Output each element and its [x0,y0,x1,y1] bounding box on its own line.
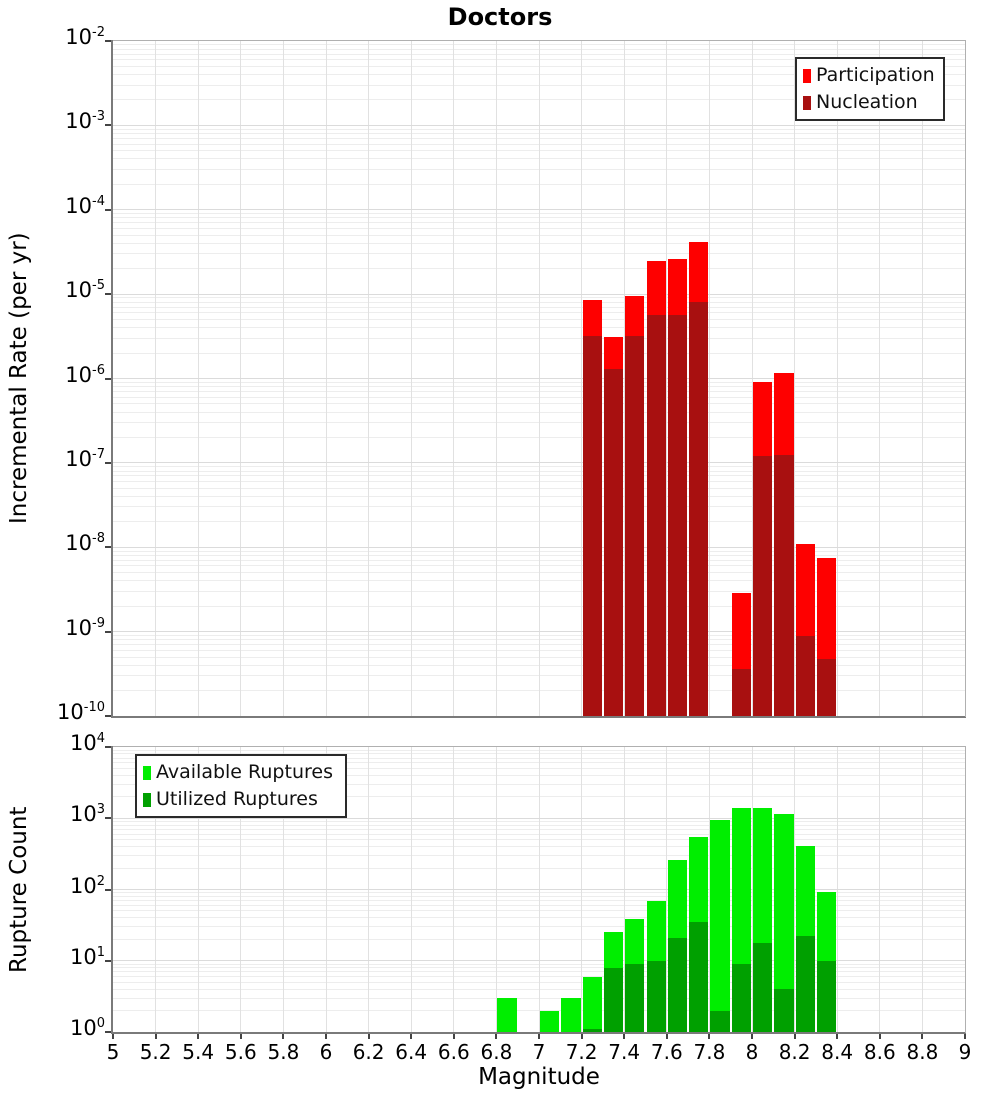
major-gridline-h [113,889,965,890]
x-tick-mark [495,1034,497,1039]
legend-item-utilized-ruptures [143,787,339,812]
y-tick-mark [105,40,111,42]
legend-label-utilized-ruptures: Utilized Ruptures [156,788,318,810]
bar-nucleation [583,336,602,716]
y-axis-line [111,746,113,1034]
x-tick-label: 5 [106,1040,120,1064]
x-tick-label: 5.8 [267,1040,300,1064]
legend-item-participation [803,63,937,88]
bar-nucleation [774,455,793,716]
major-gridline-h [113,294,965,295]
bar-nucleation [647,315,666,716]
y-axis-line [111,40,113,718]
plot-right-border [965,746,966,1033]
x-tick-label: 5.4 [182,1040,215,1064]
y-tick-label: $10^{-7}$ [65,446,105,471]
x-tick-mark [112,1034,114,1039]
bar-utilized [732,964,751,1032]
available-ruptures-swatch-icon [143,766,151,780]
chart-title: Doctors [447,3,553,31]
plot-top-border [113,40,965,41]
bar-utilized [710,1011,729,1032]
x-tick-mark [240,1034,242,1039]
bottom-y-axis-title: Rupture Count [6,806,32,973]
bar-nucleation [732,669,751,716]
major-gridline-h [113,960,965,961]
x-tick-label: 7.2 [565,1040,598,1064]
x-tick-label: 8.8 [906,1040,939,1064]
y-tick-label: $10^4$ [69,731,105,755]
bar-available [540,1011,559,1032]
y-tick-label: $10^{-4}$ [65,193,105,218]
x-tick-label: 6 [319,1040,333,1064]
bar-utilized [689,922,708,1032]
top-legend [795,57,945,121]
x-tick-mark [836,1034,838,1039]
legend-label-nucleation: Nucleation [816,91,918,113]
y-tick-label: $10^{-10}$ [57,700,105,724]
y-tick-label: $10^1$ [69,944,105,969]
y-tick-label: $10^2$ [69,873,105,898]
x-tick-label: 6.4 [395,1040,428,1064]
x-tick-label: 6.2 [352,1040,385,1064]
bar-nucleation [625,336,644,716]
x-tick-label: 8.2 [778,1040,811,1064]
x-tick-label: 7.4 [608,1040,641,1064]
x-tick-label: 7.6 [650,1040,683,1064]
x-tick-mark [155,1034,157,1039]
x-tick-label: 7 [532,1040,546,1064]
bar-available [710,820,729,1032]
top-plot-area [113,41,965,716]
y-tick-mark [105,462,111,464]
y-tick-mark [105,378,111,380]
x-tick-mark [794,1034,796,1039]
bar-available [497,998,516,1032]
major-gridline-h [113,209,965,210]
legend-item-available-ruptures [143,760,339,785]
y-tick-mark [105,960,111,962]
nucleation-swatch-icon [803,96,811,110]
bar-available [583,977,602,1032]
y-tick-label: $10^0$ [69,1016,105,1040]
major-gridline-h [113,547,965,548]
y-tick-mark [105,889,111,891]
y-tick-label: $10^{-5}$ [65,278,105,303]
bottom-legend [135,754,347,818]
y-tick-mark [105,715,111,717]
y-tick-mark [105,631,111,633]
x-axis-title: Magnitude [478,1064,600,1090]
x-tick-label: 6.6 [437,1040,470,1064]
x-tick-label: 5.2 [139,1040,172,1064]
bar-nucleation [817,659,836,717]
x-tick-mark [921,1034,923,1039]
major-gridline-h [113,378,965,379]
x-tick-mark [964,1034,966,1039]
utilized-ruptures-swatch-icon [143,793,151,807]
major-gridline-h [113,818,965,819]
y-tick-mark [105,746,111,748]
bar-nucleation [604,369,623,716]
bar-utilized [774,989,793,1032]
x-tick-label: 8.4 [821,1040,854,1064]
x-tick-mark [453,1034,455,1039]
x-tick-mark [751,1034,753,1039]
x-tick-label: 7.8 [693,1040,726,1064]
y-tick-mark [105,817,111,819]
bar-utilized [796,936,815,1032]
x-tick-label: 8.6 [863,1040,896,1064]
plot-right-border [965,40,966,717]
major-gridline-h [113,462,965,463]
x-tick-label: 5.6 [224,1040,257,1064]
plot-top-border [113,746,965,747]
y-tick-mark [105,293,111,295]
major-gridline-h [113,631,965,632]
y-tick-mark [105,1031,111,1033]
y-tick-label: $10^{-3}$ [65,109,105,134]
y-tick-label: $10^3$ [69,802,105,827]
x-axis-line [111,716,966,718]
bar-utilized [668,938,687,1032]
bar-nucleation [753,456,772,716]
legend-item-nucleation [803,90,937,115]
y-tick-mark [105,124,111,126]
bar-utilized [647,961,666,1032]
x-tick-mark [538,1034,540,1039]
x-tick-mark [623,1034,625,1039]
bar-utilized [604,968,623,1032]
x-tick-mark [410,1034,412,1039]
y-tick-label: $10^{-6}$ [65,362,105,387]
x-tick-mark [368,1034,370,1039]
bar-utilized [753,943,772,1032]
x-tick-mark [197,1034,199,1039]
x-tick-mark [325,1034,327,1039]
bar-utilized [817,961,836,1032]
legend-label-participation: Participation [816,64,935,86]
x-tick-mark [282,1034,284,1039]
y-tick-mark [105,546,111,548]
x-tick-mark [879,1034,881,1039]
x-tick-label: 9 [958,1040,972,1064]
y-tick-mark [105,209,111,211]
top-y-axis-title: Incremental Rate (per yr) [6,232,32,525]
major-gridline-h [113,125,965,126]
y-tick-label: $10^{-9}$ [65,615,105,640]
x-tick-label: 8 [745,1040,759,1064]
y-tick-label: $10^{-2}$ [65,25,105,49]
bar-utilized [625,964,644,1032]
bar-available [561,998,580,1032]
bar-nucleation [796,636,815,717]
legend-label-available-ruptures: Available Ruptures [156,761,333,783]
y-tick-label: $10^{-8}$ [65,531,105,556]
bar-nucleation [668,315,687,716]
x-tick-mark [708,1034,710,1039]
x-tick-mark [666,1034,668,1039]
x-tick-mark [581,1034,583,1039]
x-tick-label: 6.8 [480,1040,513,1064]
participation-swatch-icon [803,69,811,83]
bar-nucleation [689,302,708,716]
